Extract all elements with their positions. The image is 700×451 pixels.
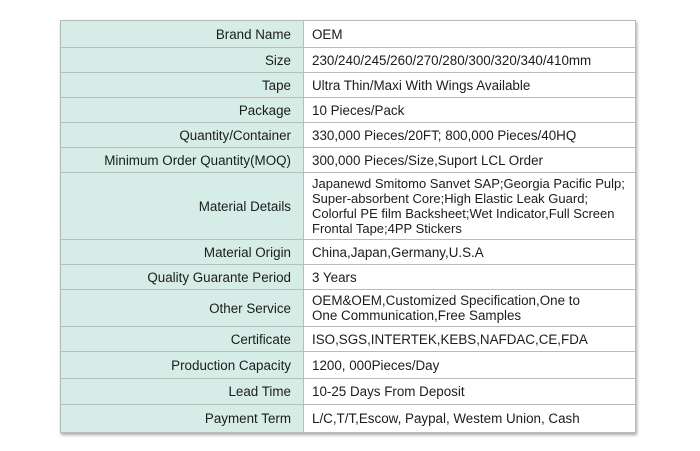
row-label: Certificate — [61, 327, 304, 352]
table-row — [61, 240, 636, 265]
row-label: Material Details — [61, 173, 304, 240]
value-line: Super-absorbent Core;High Elastic Leak Guard; — [312, 190, 589, 206]
table-row — [61, 148, 636, 173]
table-row — [61, 352, 636, 379]
row-value — [304, 173, 636, 240]
table-row — [61, 123, 636, 148]
row-label: Brand Name — [61, 21, 304, 48]
table-row — [61, 21, 636, 48]
row-label: Minimum Order Quantity(MOQ) — [61, 148, 304, 173]
row-value: 3 Years — [304, 265, 636, 290]
row-value: China,Japan,Germany,U.S.A — [304, 240, 636, 265]
row-value: 10-25 Days From Deposit — [304, 379, 636, 405]
value-line: Colorful PE film Backsheet;Wet Indicator,Full Screen — [312, 206, 615, 221]
spec-table — [60, 20, 636, 433]
value-line: Japanewd Smitomo Sanvet SAP;Georgia Pacific Pulp; — [312, 175, 625, 191]
value-line: One Communication,Free Samples — [312, 308, 522, 323]
table-row — [61, 379, 636, 405]
row-label: Material Origin — [61, 240, 304, 265]
table-row — [61, 327, 636, 352]
table-row — [61, 73, 636, 98]
row-label: Quantity/Container — [61, 123, 304, 148]
row-value: ISO,SGS,INTERTEK,KEBS,NAFDAC,CE,FDA — [304, 327, 636, 352]
row-label: Lead Time — [61, 379, 304, 405]
value-line: OEM&OEM,Customized Specification,One to — [312, 293, 580, 308]
row-value: 300,000 Pieces/Size,Suport LCL Order — [304, 148, 636, 173]
row-label: Package — [61, 98, 304, 123]
table-row — [61, 265, 636, 290]
row-value: 10 Pieces/Pack — [304, 98, 636, 123]
row-label: Production Capacity — [61, 352, 304, 379]
row-label: Tape — [61, 73, 304, 98]
row-label: Size — [61, 48, 304, 73]
table-row — [61, 290, 636, 327]
table-row — [61, 48, 636, 73]
row-value: 330,000 Pieces/20FT; 800,000 Pieces/40HQ — [304, 123, 636, 148]
row-label: Other Service — [61, 290, 304, 327]
row-label: Payment Term — [61, 405, 304, 433]
table-row — [61, 98, 636, 123]
row-value: 230/240/245/260/270/280/300/320/340/410mm — [304, 48, 636, 73]
row-value: L/C,T/T,Escow, Paypal, Westem Union, Cash — [304, 405, 636, 433]
row-label: Quality Guarante Period — [61, 265, 304, 290]
row-value: Ultra Thin/Maxi With Wings Available — [304, 73, 636, 98]
row-value — [304, 290, 636, 327]
table-row — [61, 405, 636, 433]
table-row — [61, 173, 636, 240]
row-value: 1200, 000Pieces/Day — [304, 352, 636, 379]
row-value: OEM — [304, 21, 636, 48]
value-line: Frontal Tape;4PP Stickers — [312, 221, 462, 237]
